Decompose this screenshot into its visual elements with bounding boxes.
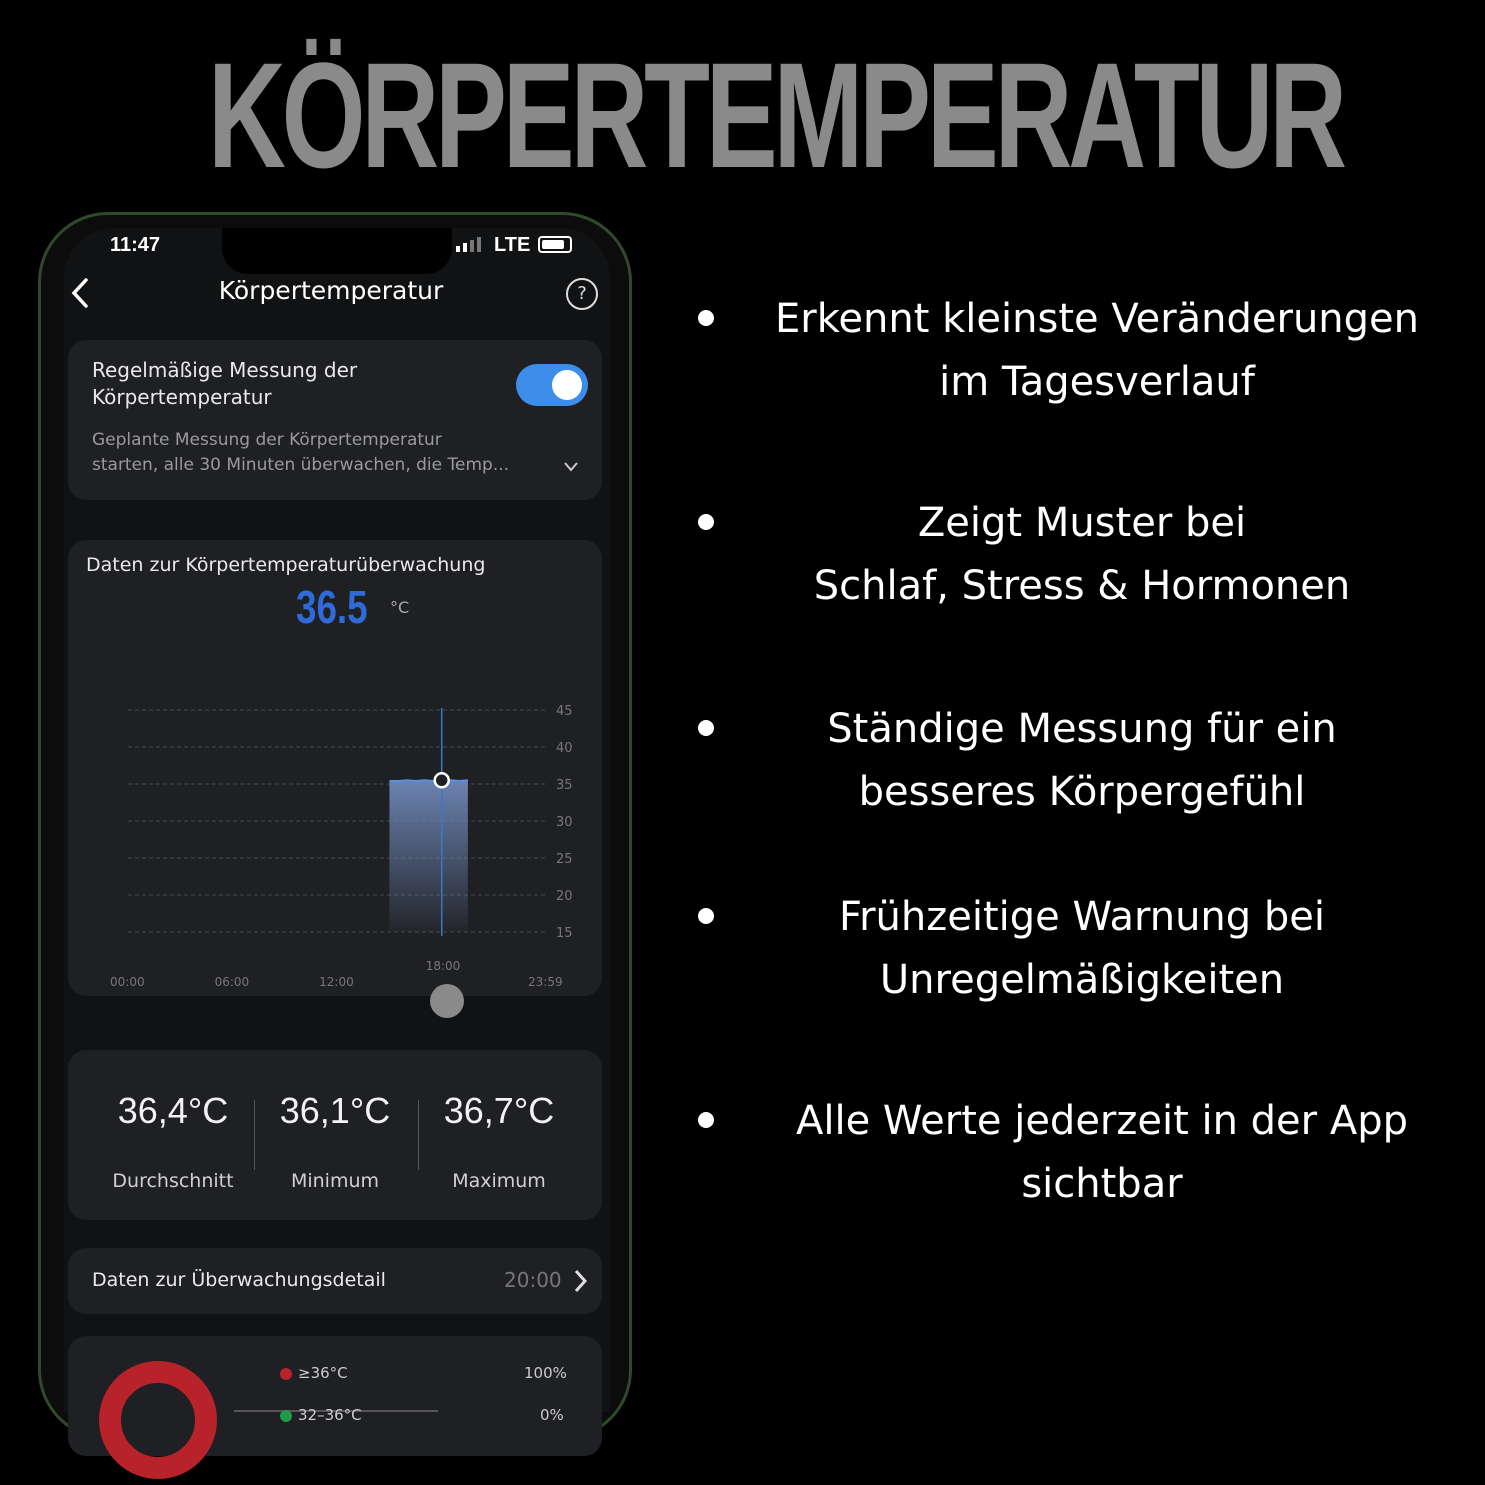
legend-percent-mid: 0% xyxy=(540,1406,564,1424)
notch xyxy=(222,228,452,274)
current-temperature-unit: °C xyxy=(390,598,410,617)
legend-percent-high: 100% xyxy=(524,1364,567,1382)
stat-average-value: 36,4°C xyxy=(117,1090,229,1131)
y-tick-label: 30 xyxy=(556,815,573,830)
battery-icon xyxy=(538,236,572,253)
current-temperature: 36.5 xyxy=(296,581,368,633)
toggle-title-line2: Körpertemperatur xyxy=(92,385,272,409)
feature-line: Unregelmäßigkeiten xyxy=(879,957,1285,1003)
toggle-title-line1: Regelmäßige Messung der xyxy=(92,358,358,382)
feature-line: Schlaf, Stress & Hormonen xyxy=(813,563,1351,609)
feature-line: Ständige Messung für ein xyxy=(827,706,1337,752)
y-tick-label: 15 xyxy=(556,926,573,941)
feature-line: Zeigt Muster bei xyxy=(917,500,1247,546)
detail-time: 20:00 xyxy=(504,1268,562,1292)
y-tick-label: 20 xyxy=(556,889,573,904)
y-tick-label: 40 xyxy=(556,741,573,756)
status-time: 11:47 xyxy=(110,234,161,256)
feature-line: sichtbar xyxy=(1021,1161,1183,1207)
y-tick-label: 35 xyxy=(556,778,573,793)
monitoring-detail-row[interactable] xyxy=(68,1248,602,1314)
chevron-down-icon[interactable] xyxy=(562,460,580,474)
monitoring-title: Daten zur Körpertemperaturüberwachung xyxy=(86,554,486,576)
y-tick-label: 25 xyxy=(556,852,573,867)
feature-line: im Tagesverlauf xyxy=(939,359,1255,405)
chart-scrubber-handle[interactable] xyxy=(430,984,464,1018)
monitoring-card xyxy=(68,540,602,996)
distribution-card xyxy=(68,1336,602,1456)
bullet-icon xyxy=(698,514,714,530)
x-tick-label: 06:00 xyxy=(214,975,250,989)
bullet-icon xyxy=(698,1112,714,1128)
x-tick-label: 12:00 xyxy=(319,975,354,989)
temperature-area xyxy=(389,780,467,932)
feature-line: Alle Werte jederzeit in der App xyxy=(796,1098,1408,1144)
toggle-desc-line2: starten, alle 30 Minuten überwachen, die Temp... xyxy=(92,455,510,475)
toggle-desc-line1: Geplante Messung der Körpertemperatur xyxy=(92,430,442,450)
stat-minimum-value: 36,1°C xyxy=(279,1090,391,1131)
y-tick-label: 45 xyxy=(556,704,573,719)
network-label: LTE xyxy=(494,234,531,256)
page-title: Körpertemperatur xyxy=(218,276,444,305)
help-icon[interactable]: ? xyxy=(566,278,598,310)
bullet-icon xyxy=(698,310,714,326)
headline: KÖRPERTEMPERATUR xyxy=(207,31,1343,199)
legend-dot-mid xyxy=(280,1410,292,1422)
cursor-time-label: 18:00 xyxy=(425,959,461,973)
signal-icon xyxy=(454,236,484,252)
chevron-right-icon xyxy=(572,1268,588,1294)
temperature-line xyxy=(389,780,467,781)
stat-maximum-label: Maximum xyxy=(452,1170,546,1192)
legend-range-mid: 32–36°C xyxy=(298,1406,362,1424)
legend-range-high: ≥36°C xyxy=(298,1364,348,1382)
bullet-icon xyxy=(698,908,714,924)
stat-minimum-label: Minimum xyxy=(290,1170,380,1192)
feature-line: Frühzeitige Warnung bei xyxy=(839,894,1325,940)
measurement-toggle[interactable] xyxy=(516,364,588,406)
stat-maximum-value: 36,7°C xyxy=(443,1090,555,1131)
x-tick-label: 00:00 xyxy=(110,975,145,989)
bullet-icon xyxy=(698,720,714,736)
detail-label: Daten zur Überwachungsdetail xyxy=(92,1269,386,1291)
regular-measurement-card xyxy=(68,340,602,500)
legend-dot-high xyxy=(280,1368,292,1380)
x-tick-label: 23:59 xyxy=(528,975,563,989)
toggle-knob xyxy=(552,370,582,400)
temperature-chart xyxy=(68,540,602,996)
feature-line: besseres Körpergefühl xyxy=(858,769,1306,815)
cursor-point xyxy=(435,773,449,787)
phone-screen xyxy=(64,228,610,1424)
distribution-donut xyxy=(96,1358,220,1482)
stats-card xyxy=(68,1050,602,1220)
stat-average-label: Durchschnitt xyxy=(112,1170,234,1192)
feature-line: Erkennt kleinste Veränderungen xyxy=(774,296,1420,342)
